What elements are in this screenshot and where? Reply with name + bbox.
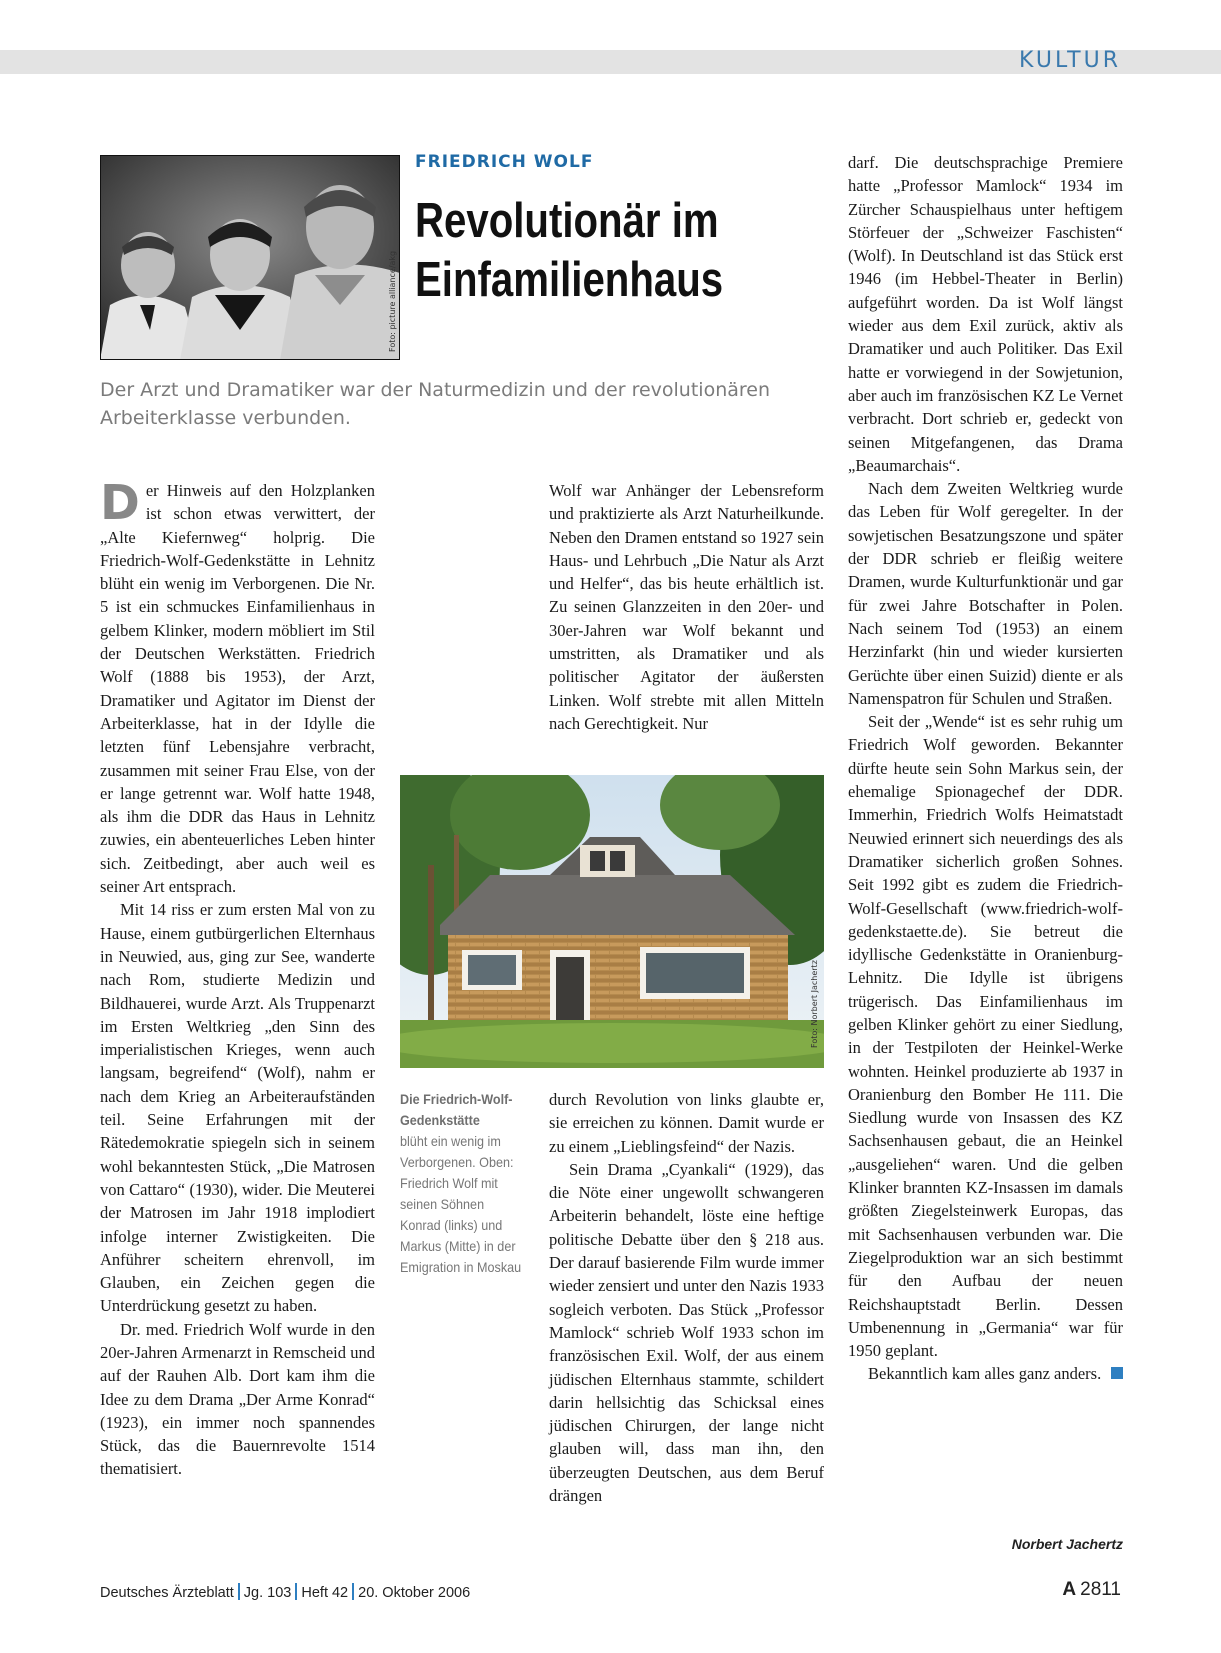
headline bbox=[415, 192, 759, 310]
journal-date: 20. Oktober 2006 bbox=[358, 1585, 471, 1601]
paragraph-text: Bekanntlich kam alles ganz anders. bbox=[868, 1364, 1102, 1384]
page-number bbox=[1062, 1579, 1121, 1601]
paragraph bbox=[848, 1362, 1123, 1385]
end-mark-icon bbox=[1111, 1367, 1123, 1379]
paragraph: Dr. med. Friedrich Wolf wurde in den 20er-Jahren Armenarzt in Remscheid und auf der Rauhen Alb. Dort kam ihm die Idee zu dem Drama „Der Arme Konrad“ (1923), ein immer noch spannendes Stück, das die Bauernrevolte 1514 thematisiert. bbox=[100, 1319, 375, 1479]
top-photo-credit: Foto: picture alliance/akg bbox=[388, 250, 397, 352]
column-2-top bbox=[549, 479, 824, 735]
drop-cap: D bbox=[100, 475, 140, 531]
wolf-family-photo bbox=[100, 155, 400, 360]
paragraph: Wolf war Anhänger der Lebensreform und praktizierte als Arzt Naturheilkunde. Neben den Dramen entstand so 1927 sein Haus- und Lehrbuch „Die Natur als Arzt und Helfer“, das bis heute erhältlich ist. Zu seinen Glanzzeiten in den 20er- und 30er-Jahren war Wolf bekannt und umstritten, als Dramatiker und als politischer Agitator der äußersten Linken. Wolf strebte mit allen Mitteln nach Gerechtigkeit. Nur bbox=[549, 481, 824, 733]
paragraph: Mit 14 riss er zum ersten Mal von zu Hause, einem gutbürgerlichen Elternhaus in Neuwied, aus, ging zur See, wanderte nach Rom, studierte Medizin und Bildhauerei, wurde Arzt. Als Truppenarzt im Ersten Weltkrieg „den Sinn des imperialistischen Krieges, wenn auch langsam, begreifend“ (Wolf), nahm er nach dem Krieg an Arbeiteraufständen teil. Seine Erfahrungen mit der Rätedemokratie spiegeln sich in seinem wohl bekanntesten Stück, „Die Matrosen von Cattaro“ (1930), wider. Die Meuterei der Matrosen im Jahr 1918 implodiert infolge interner Zwistigkeiten. Die Anführer scheitern ehrenvoll, im Glauben, ein Zeichen gegen die Unterdrückung gesetzt zu haben. bbox=[100, 900, 375, 1316]
column-3 bbox=[848, 151, 1123, 1386]
section-label: KULTUR bbox=[1019, 48, 1121, 73]
caption-title: Die Friedrich-Wolf-Gedenkstätte bbox=[400, 1091, 513, 1128]
footer-separator bbox=[352, 1583, 354, 1600]
author: Norbert Jachertz bbox=[1011, 1536, 1123, 1552]
kicker: FRIEDRICH WOLF bbox=[415, 152, 594, 172]
lead-text: Der Arzt und Dramatiker war der Naturmedizin und der revolutionären Arbeiterklasse verbunden. bbox=[100, 379, 771, 429]
paragraph: darf. Die deutschsprachige Premiere hatte „Professor Mamlock“ 1934 im Zürcher Schauspielhaus unter heftigem Störfeuer der „Schweizer Faschisten“ (Wolf). In Deutschland ist das Stück erst 1946 (im Hebbel-Theater in Berlin) aufgeführt worden. Da ist Wolf längst wieder aus dem Exil zurück, aktiv als Dramatiker und auch Politiker. Das Exil hatte er vorwiegend in der Sowjetunion, aber auch im französischen KZ Le Vernet verbracht. Dort schrieb er, gedeckt von seinen Mitgefangenen, das Drama „Beaumarchais“. bbox=[848, 153, 1123, 475]
page-prefix: A bbox=[1062, 1579, 1077, 1600]
footer-separator bbox=[295, 1583, 297, 1600]
photo-caption bbox=[400, 1089, 522, 1278]
headline-line-1: Revolutionär im bbox=[415, 194, 719, 248]
headline-line-2: Einfamilienhaus bbox=[415, 253, 724, 307]
paragraph bbox=[100, 475, 375, 898]
paragraph: durch Revolution von links glaubte er, sie erreichen zu können. Damit wurde er zu einem „Lieblingsfeind“ der Nazis. bbox=[549, 1090, 824, 1156]
house-photo-credit: Foto: Norbert Jachertz bbox=[810, 960, 819, 1048]
journal-volume: Jg. 103 bbox=[243, 1585, 292, 1601]
column-1 bbox=[100, 475, 375, 1481]
paragraph: Nach dem Zweiten Weltkrieg wurde das Leben für Wolf geregelter. In der sowjetischen Besatzungszone und später der DDR schrieb er fleißig weitere Dramen, wurde Kulturfunktionär und gar für zwei Jahre Botschafter in Polen. Nach seinem Tod (1953) an einem Herzinfarkt (hin und wieder kursierten Gerüchte über einen Suizid) diente er als Namenspatron für Schulen und Straßen. bbox=[848, 479, 1123, 708]
column-2-bottom bbox=[549, 1088, 824, 1507]
footer-separator bbox=[238, 1583, 240, 1600]
caption-text: blüht ein wenig im Verborgenen. Oben: Friedrich Wolf mit seinen Söhnen Konrad (links) und Markus (Mitte) in der Emigration in Moskau bbox=[400, 1133, 522, 1275]
footer-citation bbox=[100, 1583, 470, 1601]
paragraph: Seit der „Wende“ ist es sehr ruhig um Friedrich Wolf geworden. Bekannter dürfte heute sein Sohn Markus sein, der ehemalige Spionagechef der DDR. Immerhin, Friedrich Wolfs Heimatstadt Neuwied erinnert sich neuerdings des als Dramatiker sicherlich großen Sohnes. Seit 1992 gibt es zudem die Friedrich-Wolf-Gesellschaft (www.friedrich-wolf-gedenkstaette.de). Sie betreut die idyllische Gedenkstätte in Oranienburg-Lehnitz. Die Idylle ist übrigens trügerisch. Das Einfamilienhaus im gelben Klinker gehört zu einer Siedlung, in der Testpiloten der Heinkel-Werke wohnten. Heinkel produzierte ab 1937 in Oranienburg den Bomber He 111. Die Siedlung wurde von Insassen des KZ Sachsenhausen gebaut, die an Heinkel „ausgeliehen“ waren. Und die gelben Klinker brannten KZ-Insassen im damals größten Ziegelsteinwerk Europas, das mit Sachsenhausen verbunden war. Die Ziegelproduktion war an sich bestimmt für den Aufbau der neuen Reichshauptstadt Berlin. Dessen Umbenennung in „Germania“ war für 1950 geplant. bbox=[848, 712, 1123, 1361]
paragraph: Sein Drama „Cyankali“ (1929), das die Nöte einer ungewollt schwangeren Arbeiterin behandelt, löste eine heftige politische Debatte über den § 218 aus. Der darauf basierende Film wurde immer wieder zensiert und unter den Nazis 1933 sogleich verboten. Das Stück „Professor Mamlock“ schrieb Wolf 1933 schon im französischen Exil. Wolf, der aus einem jüdischen Elternhaus stammte, schildert darin hellsichtig das Schicksal eines jüdischen Chirurgen, der lange nicht glauben will, dass man ihn, den überzeugten Deutschen, aus dem Beruf drängen bbox=[549, 1159, 824, 1506]
journal-issue: Heft 42 bbox=[301, 1585, 349, 1601]
memorial-house-photo bbox=[400, 775, 824, 1068]
house-photo-illustration bbox=[400, 775, 824, 1068]
paragraph-text: er Hinweis auf den Holzplanken ist schon etwas verwittert, der „Alte Kiefernweg“ holprig. Die Friedrich-Wolf-Gedenkstätte in Lehnitz blüht ein wenig im Verborgenen. Die Nr. 5 ist ein schmuckes Einfamilienhaus in gelbem Klinker, modern möbliert im Stil der Deutschen Werkstätten. Friedrich Wolf (1888 bis 1953), der Arzt, Dramatiker und Agitator im Dienst der Arbeiterklasse, hat in der Idylle die letzten fünf Lebensjahre verbracht, zusammen mit seiner Frau Else, von der er lange getrennt war. Wolf hatte 1948, als ihm die DDR das Haus in Lehnitz zuwies, ein abenteuerliches Leben hinter sich. Zeitbedingt, aber auch weil es seiner Art entsprach. bbox=[100, 481, 375, 897]
journal-name: Deutsches Ärzteblatt bbox=[100, 1585, 234, 1601]
family-photo-illustration bbox=[100, 155, 400, 360]
page-number-value: 2811 bbox=[1080, 1579, 1121, 1600]
